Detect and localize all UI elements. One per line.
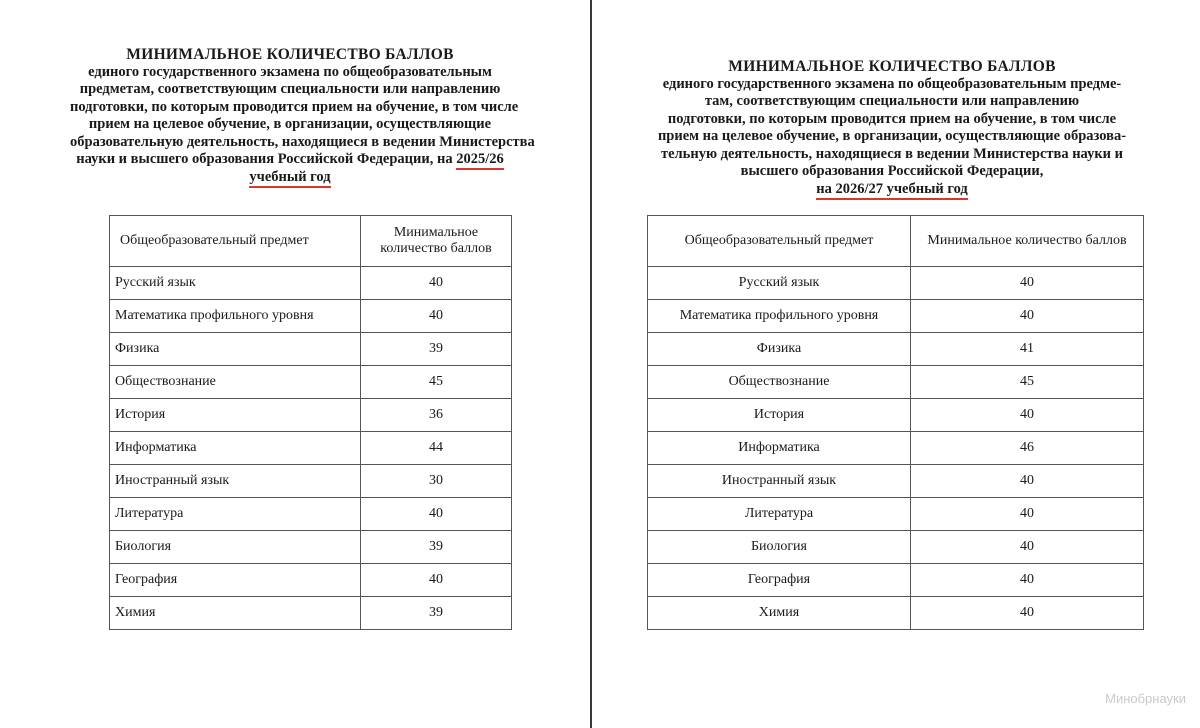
subject-cell: Иностранный язык — [648, 465, 911, 498]
table-row — [110, 432, 512, 465]
highlighted-academic-year: учебный год — [249, 169, 330, 188]
heading-title: МИНИМАЛЬНОЕ КОЛИЧЕСТВО БАЛЛОВ — [728, 58, 1056, 75]
score-cell: 40 — [911, 531, 1144, 564]
heading-line-text: науки и высшего образования Российской Федерации, на — [76, 151, 457, 167]
subject-cell: Информатика — [648, 432, 911, 465]
subject-cell: Физика — [110, 333, 361, 366]
score-cell: 40 — [361, 564, 512, 597]
subject-cell: Обществознание — [110, 366, 361, 399]
subject-cell: Русский язык — [110, 267, 361, 300]
heading-last-line — [602, 181, 1182, 199]
subject-cell: Информатика — [110, 432, 361, 465]
heading-line: прием на целевое обучение, в организации, осуществляющие образова- — [657, 128, 1127, 144]
subject-cell: Русский язык — [648, 267, 911, 300]
scores-table — [647, 215, 1144, 630]
heading-title: МИНИМАЛЬНОЕ КОЛИЧЕСТВО БАЛЛОВ — [126, 46, 454, 63]
subject-cell: География — [110, 564, 361, 597]
score-cell: 41 — [911, 333, 1144, 366]
heading-line: там, соответствующим специальности или направлению — [704, 93, 1080, 109]
table-row — [648, 333, 1144, 366]
subject-cell: География — [648, 564, 911, 597]
document-heading — [70, 46, 535, 186]
subject-cell: История — [110, 399, 361, 432]
table-row — [110, 597, 512, 630]
score-cell: 40 — [361, 498, 512, 531]
table-row — [648, 531, 1144, 564]
table-row — [648, 465, 1144, 498]
table-row — [648, 399, 1144, 432]
table-row — [648, 300, 1144, 333]
table-row — [110, 399, 512, 432]
subject-cell: Химия — [648, 597, 911, 630]
score-cell: 44 — [361, 432, 512, 465]
score-cell: 40 — [911, 498, 1144, 531]
score-cell: 40 — [911, 300, 1144, 333]
document-heading — [602, 58, 1182, 198]
watermark: Минобрнауки — [1105, 691, 1186, 706]
subject-cell: Обществознание — [648, 366, 911, 399]
column-header-subject: Общеобразовательный предмет — [110, 216, 361, 267]
table-row — [110, 498, 512, 531]
heading-line: высшего образования Российской Федерации, — [740, 163, 1044, 179]
scores-table — [109, 215, 512, 630]
column-header-min-score: Минимальное количество баллов — [361, 216, 512, 267]
subject-cell: Физика — [648, 333, 911, 366]
subject-cell: Литература — [110, 498, 361, 531]
table-row — [648, 564, 1144, 597]
score-cell: 40 — [911, 465, 1144, 498]
score-cell: 39 — [361, 597, 512, 630]
heading-line: подготовки, по которым проводится прием на обучение, в том числе — [70, 98, 519, 115]
score-cell: 46 — [911, 432, 1144, 465]
score-cell: 45 — [911, 366, 1144, 399]
heading-line: прием на целевое обучение, в организации, осуществляющие — [88, 116, 492, 132]
table-row — [110, 300, 512, 333]
subject-cell: Химия — [110, 597, 361, 630]
highlighted-academic-year: на 2026/27 учебный год — [816, 181, 968, 200]
heading-line: тельную деятельность, находящиеся в ведении Министерства науки и — [660, 145, 1124, 162]
table-row — [648, 366, 1144, 399]
subject-cell: Иностранный язык — [110, 465, 361, 498]
score-cell: 40 — [361, 267, 512, 300]
score-cell: 40 — [911, 399, 1144, 432]
score-cell: 39 — [361, 333, 512, 366]
score-cell: 40 — [361, 300, 512, 333]
table-row — [110, 465, 512, 498]
score-cell: 36 — [361, 399, 512, 432]
table-row — [648, 267, 1144, 300]
heading-line: образовательную деятельность, находящиеся в ведении Министерства — [70, 133, 535, 150]
heading-line: единого государственного экзамена по общеобразовательным — [88, 63, 492, 80]
subject-cell: Литература — [648, 498, 911, 531]
subject-cell: Математика профильного уровня — [110, 300, 361, 333]
table-row — [110, 267, 512, 300]
table-row — [648, 498, 1144, 531]
table-row — [110, 564, 512, 597]
table-header-row — [110, 216, 512, 267]
heading-line: предметам, соответствующим специальности или направлению — [79, 81, 501, 97]
table-row — [648, 597, 1144, 630]
score-cell: 40 — [911, 267, 1144, 300]
score-cell: 45 — [361, 366, 512, 399]
table-row — [110, 333, 512, 366]
subject-cell: Биология — [648, 531, 911, 564]
subject-cell: Математика профильного уровня — [648, 300, 911, 333]
table-row — [110, 366, 512, 399]
column-header-min-score: Минимальное количество баллов — [911, 216, 1144, 267]
heading-line — [70, 151, 510, 169]
score-cell: 40 — [911, 597, 1144, 630]
heading-line: подготовки, по которым проводится прием на обучение, в том числе — [667, 110, 1117, 127]
heading-last-line — [70, 169, 510, 187]
heading-line: единого государственного экзамена по общеобразовательным предме- — [662, 75, 1122, 92]
subject-cell: Биология — [110, 531, 361, 564]
table-row — [110, 531, 512, 564]
column-header-subject: Общеобразовательный предмет — [648, 216, 911, 267]
highlighted-year: 2025/26 — [456, 151, 504, 170]
score-cell: 40 — [911, 564, 1144, 597]
page-divider — [590, 0, 592, 728]
score-cell: 30 — [361, 465, 512, 498]
subject-cell: История — [648, 399, 911, 432]
table-row — [648, 432, 1144, 465]
table-header-row — [648, 216, 1144, 267]
score-cell: 39 — [361, 531, 512, 564]
